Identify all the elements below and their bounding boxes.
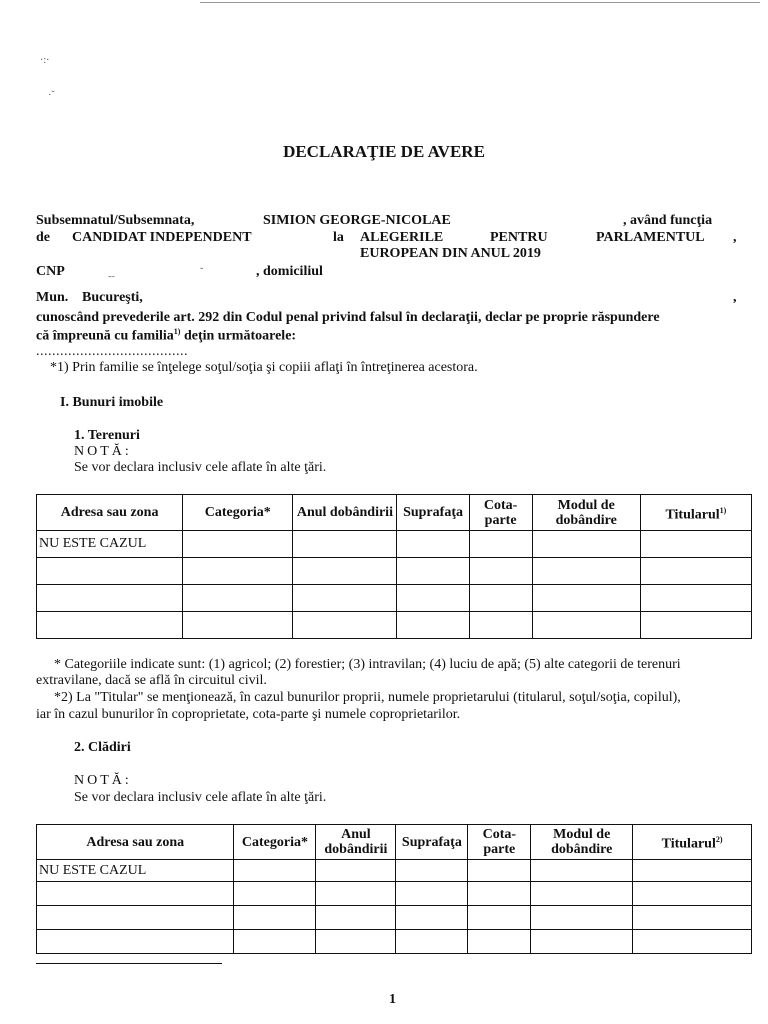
table-cell	[633, 860, 752, 882]
table-cell	[397, 612, 469, 639]
table-cell	[293, 585, 397, 612]
table-cell	[468, 860, 531, 882]
mun-label: Mun.	[36, 290, 69, 305]
table-header-row	[37, 495, 752, 531]
domiciliul-label: , domiciliul	[256, 264, 323, 279]
table-cell	[640, 531, 751, 558]
table-cell	[532, 531, 640, 558]
table-cell	[37, 930, 234, 954]
document-title: DECLARAŢIE DE AVERE	[283, 142, 485, 161]
table-cell	[532, 558, 640, 585]
alegerile-text: ALEGERILE	[360, 230, 444, 245]
table-cell	[183, 585, 293, 612]
table-cell: NU ESTE CAZUL	[37, 860, 234, 882]
table-cell	[633, 906, 752, 930]
table-cell	[469, 558, 532, 585]
subsemnatul-label: Subsemnatul/Subsemnata,	[36, 213, 195, 228]
table-cell	[633, 930, 752, 954]
table-cell	[234, 930, 316, 954]
table-cell	[469, 585, 532, 612]
function-value: CANDIDAT INDEPENDENT	[72, 230, 252, 245]
scan-speck: ·:·	[40, 55, 50, 66]
table-cell	[396, 882, 468, 906]
redaction-mark: ˘	[200, 267, 204, 278]
table-cell	[531, 860, 633, 882]
table-cell: NU ESTE CAZUL	[37, 531, 183, 558]
table-cell	[640, 585, 751, 612]
col-header: Categoria*	[183, 495, 293, 531]
table-cell	[468, 930, 531, 954]
statement-line-2: că împreună cu familia$^{1)}$ deţin următoarele:	[36, 327, 297, 344]
family-footnote: *1) Prin familie se înţelege soţul/soţia şi copiii aflaţi în întreţinerea acestora.	[50, 360, 478, 375]
table-cell	[468, 882, 531, 906]
redaction-mark: ˷˷	[108, 267, 115, 278]
table-cell	[37, 558, 183, 585]
col-header: Categoria*	[234, 825, 316, 860]
nota-label: NOTĂ:	[74, 444, 132, 459]
col-header: Cota-parte	[468, 825, 531, 860]
table-cell	[293, 612, 397, 639]
nota-label: NOTĂ:	[74, 773, 132, 788]
col-header: Adresa sau zona	[37, 495, 183, 531]
table-cell	[316, 860, 396, 882]
table-cell	[183, 531, 293, 558]
parlamentul-text: PARLAMENTUL	[596, 230, 705, 245]
section-heading: I. Bunuri imobile	[60, 395, 164, 410]
table-cell	[397, 585, 469, 612]
nota-text: Se vor declara inclusiv cele aflate în alte ţări.	[74, 460, 327, 475]
table-cell	[633, 882, 752, 906]
table-row	[37, 930, 752, 954]
declarant-name: SIMION GEORGE-NICOLAE	[263, 213, 451, 228]
terenuri-table	[36, 494, 752, 639]
table-cell	[293, 531, 397, 558]
top-rule	[200, 2, 760, 3]
scan-speck: ·˘	[48, 90, 55, 101]
table-cell	[640, 612, 751, 639]
table-cell	[397, 558, 469, 585]
subsection-heading: 2. Clădiri	[74, 740, 131, 755]
comma: ,	[733, 290, 737, 305]
col-header: Suprafaţa	[396, 825, 468, 860]
col-header: Cota-parte	[469, 495, 532, 531]
col-header: Anul dobândirii	[316, 825, 396, 860]
table-cell	[532, 612, 640, 639]
pentru-text: PENTRU	[490, 230, 548, 245]
col-header: Suprafaţa	[397, 495, 469, 531]
col-header: Adresa sau zona	[37, 825, 234, 860]
categories-note: * Categoriile indicate sunt: (1) agricol; (2) forestier; (3) intravilan; (4) luciu de apă; (5) alte categorii de terenuri	[54, 657, 681, 672]
table-cell	[396, 860, 468, 882]
de-label: de	[36, 230, 50, 245]
table-row	[37, 882, 752, 906]
table-row	[37, 558, 752, 585]
table-row	[37, 906, 752, 930]
table-row	[37, 531, 752, 558]
cnp-label: CNP	[36, 264, 65, 279]
col-header: Anul dobândirii	[293, 495, 397, 531]
table-cell	[183, 558, 293, 585]
table-cell	[531, 882, 633, 906]
table-cell	[234, 906, 316, 930]
categories-note-cont: extravilane, dacă se află în circuitul civil.	[36, 673, 267, 688]
table-cell	[469, 612, 532, 639]
table-cell	[293, 558, 397, 585]
city-value: Bucureşti,	[82, 290, 143, 305]
table-cell	[316, 906, 396, 930]
table-row	[37, 612, 752, 639]
table-cell	[316, 930, 396, 954]
table-cell	[469, 531, 532, 558]
cladiri-table	[36, 824, 752, 954]
table-cell	[532, 585, 640, 612]
col-header: Modul de dobândire	[532, 495, 640, 531]
table-cell	[316, 882, 396, 906]
nota-text: Se vor declara inclusiv cele aflate în alte ţări.	[74, 790, 327, 805]
table-cell	[234, 882, 316, 906]
table-header-row	[37, 825, 752, 860]
table-cell	[531, 930, 633, 954]
table-cell	[396, 930, 468, 954]
table-cell	[183, 612, 293, 639]
titular-note-cont: iar în cazul bunurilor în coproprietate, cota-parte şi numele coproprietarilor.	[36, 707, 461, 722]
footnote-separator: ......................................	[36, 344, 188, 359]
la-label: la	[333, 230, 344, 245]
table-cell	[468, 906, 531, 930]
table-cell	[37, 585, 183, 612]
table-cell	[234, 860, 316, 882]
titular-note: *2) La "Titular" se menţionează, în cazul bunurilor proprii, numele proprietarului (titularul, soţul/soţia, copilul),	[54, 690, 681, 705]
table-cell	[37, 612, 183, 639]
table-cell	[397, 531, 469, 558]
page-number: 1	[389, 992, 396, 1007]
col-header: Titularul$^{1)}$	[640, 495, 751, 531]
table-cell	[531, 906, 633, 930]
subsection-heading: 1. Terenuri	[74, 428, 140, 443]
election-year-text: EUROPEAN DIN ANUL 2019	[360, 246, 541, 261]
function-label: , având funcţia	[623, 213, 713, 228]
col-header: Modul de dobândire	[531, 825, 633, 860]
statement-line-1: cunoscând prevederile art. 292 din Codul penal privind falsul în declaraţii, declar pe proprie răspundere	[36, 310, 660, 325]
comma: ,	[733, 230, 737, 245]
table-cell	[640, 558, 751, 585]
table-row	[37, 860, 752, 882]
table-cell	[396, 906, 468, 930]
footnote-rule	[36, 963, 222, 964]
table-row	[37, 585, 752, 612]
table-cell	[37, 906, 234, 930]
col-header: Titularul$^{2)}$	[633, 825, 752, 860]
table-cell	[37, 882, 234, 906]
